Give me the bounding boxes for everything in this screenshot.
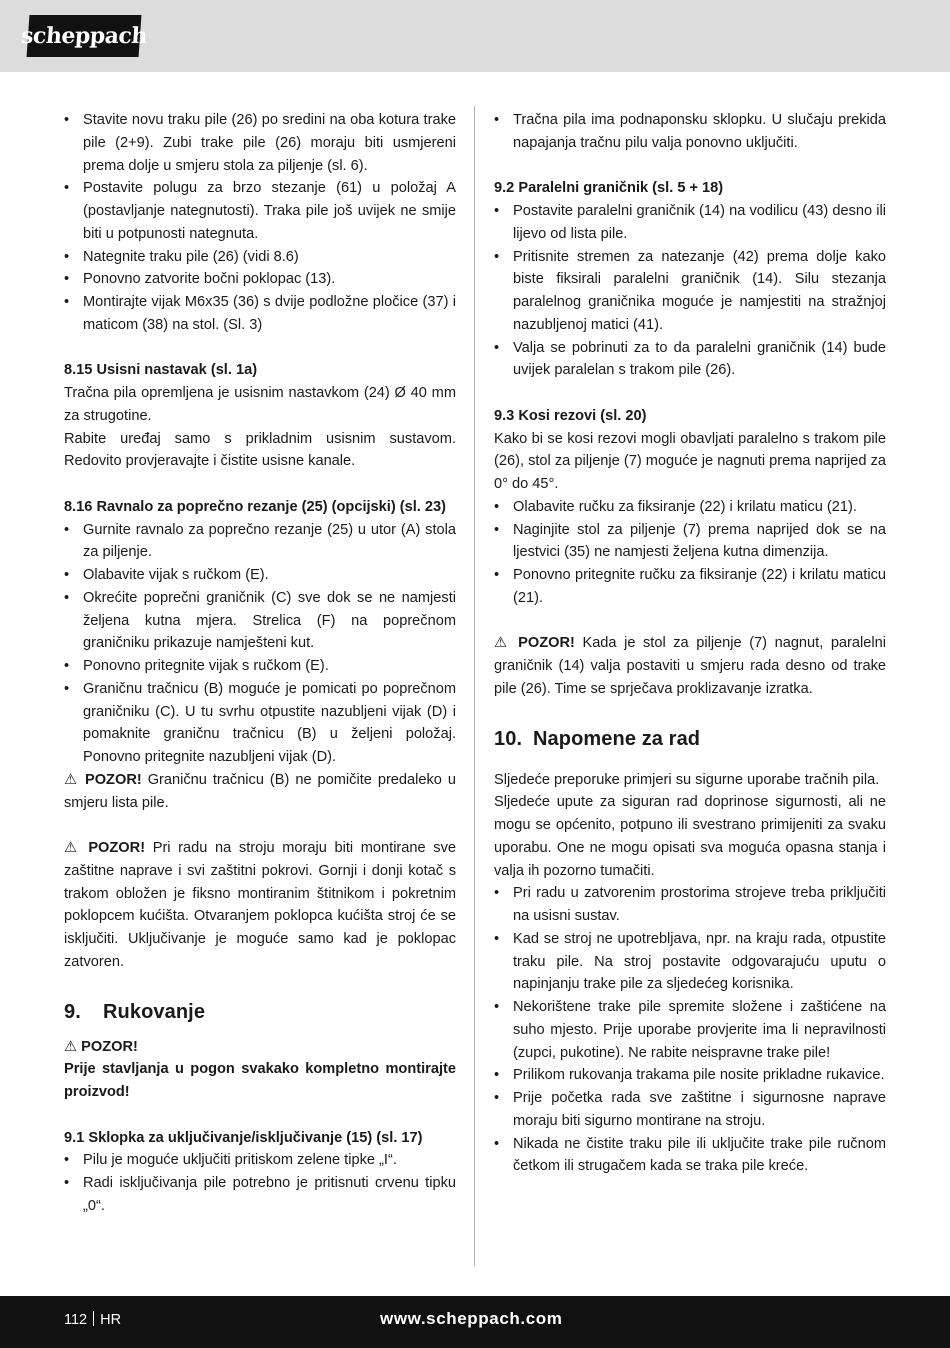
bullet-icon: •: [494, 521, 500, 538]
list-item: • Olabavite vijak s ručkom (E).: [64, 564, 456, 587]
language-code: HR: [100, 1312, 122, 1328]
section-heading-9-2: 9.2 Paralelni graničnik (sl. 5 + 18): [494, 180, 724, 197]
list-item: • Nikada ne čistite traku pile ili uključite trake pile ručnom četkom ili strugačem kada se traka pile kreće.: [494, 1133, 886, 1179]
list-item: • Valja se pobrinuti za to da paralelni graničnik (14) bude uvijek paralelan s trakom pile (26).: [494, 337, 886, 383]
page-number: 112: [64, 1312, 88, 1328]
list-item: • Pritisnite stremen za natezanje (42) prema dolje kako biste fiksirali paralelni graničnik (14). Silu stezanja paralelnog graničnika moguće je namjestiti na stražnjoj nazubljenoj matici (41).: [494, 246, 886, 337]
bullet-icon: •: [494, 885, 500, 902]
logo-text: scheppach: [20, 23, 148, 49]
list-item: • Ponovno pritegnite ručku za fiksiranje (22) i krilatu maticu (21).: [494, 564, 886, 610]
paragraph: Sljedeće upute za siguran rad doprinose sigurnosti, ali ne mogu se općenito, potpuno ili svestrano primijeniti za svaku uporabu. One ne mogu opisati sva moguća opasna stanja i valja ih pozorno tumačiti.: [494, 794, 886, 879]
bullet-icon: •: [494, 112, 500, 128]
paragraph: Tračna pila opremljena je usisnim nastavkom (24) Ø 40 mm za strugotine.: [64, 385, 456, 424]
bullet-icon: •: [64, 680, 70, 697]
list-item: • Gurnite ravnalo za poprečno rezanje (25) u utor (A) stola za piljenje.: [64, 519, 456, 565]
left-column: [64, 109, 456, 1218]
bullet-icon: •: [64, 1152, 70, 1169]
warning-note: ⚠ POZOR!: [64, 1038, 138, 1055]
bullet-icon: •: [64, 589, 70, 606]
column-divider: [474, 106, 475, 1266]
section-heading-8-16: 8.16 Ravnalo za poprečno rezanje (25) (opcijski) (sl. 23): [64, 498, 446, 515]
chapter-heading-10: 10. Napomene za rad: [494, 727, 701, 750]
footer-separator: [93, 1311, 94, 1326]
paragraph: Kako bi se kosi rezovi mogli obavljati paralelno s trakom pile (26), stol za piljenje (7) moguće je nagnuti prema naprijed za 0° do 45°.: [494, 430, 886, 492]
warning-triangle-icon: ⚠: [64, 771, 79, 788]
list-item: • Nategnite traku pile (26) (vidi 8.6): [64, 246, 456, 269]
bullet-icon: •: [64, 112, 70, 128]
warning-note: ⚠ POZOR! Graničnu tračnicu (B) ne pomičite predaleko u smjeru lista pile.: [64, 771, 456, 811]
website-link[interactable]: www.scheppach.com: [380, 1309, 563, 1328]
footer-bar: [0, 1296, 950, 1348]
list-item: • Pri radu u zatvorenim prostorima strojeve treba priključiti na usisni sustav.: [494, 882, 886, 928]
bullet-icon: •: [494, 339, 500, 356]
list-item: • Tračna pila ima podnaponsku sklopku. U slučaju prekida napajanja tračnu pilu valja ponovno uključiti.: [494, 109, 886, 155]
bullet-icon: •: [494, 498, 500, 515]
bullet-icon: •: [494, 999, 500, 1015]
section-heading-9-1: 9.1 Sklopka za uključivanje/isključivanje (15) (sl. 17): [64, 1129, 423, 1146]
list-item: • Nekorištene trake pile spremite složene i zaštićene na suho mjesto. Prije uporabe provjerite ima li nepravilnosti (zupci, pukotine). Ne rabite neispravne trake pile!: [494, 996, 886, 1064]
list-item: • Pilu je moguće uključiti pritiskom zelene tipke „I“.: [64, 1149, 456, 1172]
section-heading-9-3: 9.3 Kosi rezovi (sl. 20): [494, 407, 647, 424]
list-item: • Prilikom rukovanja trakama pile nosite prikladne rukavice.: [494, 1064, 886, 1087]
page-info: [64, 1311, 121, 1328]
warning-note: ⚠ POZOR! Kada je stol za piljenje (7) nagnut, paralelni graničnik (14) valja postaviti u smjeru rada desno od trake pile (26). Time se sprječava proklizavanje izratka.: [494, 635, 886, 697]
warning-triangle-icon: ⚠: [494, 635, 511, 652]
warning-note: ⚠ POZOR! Pri radu na stroju moraju biti montirane sve zaštitne naprave i svi zaštitni pokrovi. Gornji i donji kotač s trakom obložen je fiksno montiranim štitnikom i pokretnim poklopcem kućišta. Otvaranjem poklopca kućišta stroj će se isključiti. Uključivanje je moguće samo kad je poklopac zatvoren.: [64, 840, 456, 970]
list-item: • Kad se stroj ne upotrebljava, npr. na kraju rada, otpustite traku pile. Na stroj postavite odgovarajuću uputu o napinjanju trake pile za sljedećeg korisnika.: [494, 928, 886, 996]
list-item: • Ponovno pritegnite vijak s ručkom (E).: [64, 655, 456, 678]
warning-text: Prije stavljanja u pogon svakako kompletno montirajte proizvod!: [64, 1061, 456, 1100]
chapter-heading-9: 9. Rukovanje: [64, 1000, 206, 1023]
bullet-icon: •: [64, 521, 70, 538]
list-item: • Olabavite ručku za fiksiranje (22) i krilatu maticu (21).: [494, 496, 886, 519]
bullet-icon: •: [494, 567, 500, 583]
list-item: • Prije početka rada sve zaštitne i sigurnosne naprave moraju biti sigurno montirane na stroju.: [494, 1087, 886, 1133]
list-item: • Postavite polugu za brzo stezanje (61) u položaj A (postavljanje nategnutosti). Traka pile još uvijek ne smije biti u potpunosti nategnuta.: [64, 177, 456, 245]
section-heading-8-15: 8.15 Usisni nastavak (sl. 1a): [64, 362, 258, 379]
list-item: • Montirajte vijak M6x35 (36) s dvije podložne pločice (37) i maticom (38) na stol. (Sl. 3): [64, 291, 456, 337]
bullet-icon: •: [494, 1090, 500, 1106]
right-column: [494, 109, 886, 1178]
bullet-icon: •: [64, 567, 70, 583]
list-item: • Graničnu tračnicu (B) moguće je pomicati po poprečnom graničniku (C). U tu svrhu otpustite nazubljeni vijak (D) i pomaknite graničnu tračnicu (B) u željeni položaj. Ponovno pritegnite nazubljeni vijak (D).: [64, 678, 456, 769]
bullet-icon: •: [64, 658, 70, 674]
bullet-icon: •: [64, 294, 70, 310]
bullet-icon: •: [64, 248, 70, 265]
list-item: • Naginjite stol za piljenje (7) prema naprijed dok se na ljestvici (35) ne namjesti željena kutna dimenzija.: [494, 519, 886, 565]
bullet-icon: •: [494, 1067, 500, 1084]
paragraph: Sljedeće preporuke primjeri su sigurne uporabe tračnih pila.: [494, 771, 880, 788]
bullet-icon: •: [64, 271, 70, 288]
list-item: • Radi isključivanja pile potrebno je pritisnuti crvenu tipku „0“.: [64, 1172, 456, 1218]
warning-triangle-icon: ⚠: [64, 1038, 78, 1055]
bullet-icon: •: [64, 1175, 70, 1191]
scheppach-logo: [20, 15, 148, 57]
list-item: • Okrećite poprečni graničnik (C) sve dok se ne namjesti željena kutna mjera. Strelica (F) na poprečnom graničniku prikazuje namješteni kut.: [64, 587, 456, 655]
paragraph: Rabite uređaj samo s prikladnim usisnim sustavom. Redovito provjeravajte i čistite usisne kanale.: [64, 430, 456, 470]
bullet-icon: •: [494, 1135, 500, 1152]
bullet-icon: •: [494, 248, 500, 265]
bullet-icon: •: [494, 203, 500, 219]
warning-triangle-icon: ⚠: [64, 840, 81, 856]
bullet-icon: •: [64, 180, 70, 197]
list-item: • Postavite paralelni graničnik (14) na vodilicu (43) desno ili lijevo od lista pile.: [494, 200, 886, 246]
list-item: • Ponovno zatvorite bočni poklopac (13).: [64, 268, 456, 291]
list-item: • Stavite novu traku pile (26) po sredini na oba kotura trake pile (2+9). Zubi trake pile (26) moraju biti usmjereni prema dolje u smjeru stola za piljenje (sl. 6).: [64, 109, 456, 177]
bullet-icon: •: [494, 930, 500, 947]
header-band: [0, 0, 950, 72]
